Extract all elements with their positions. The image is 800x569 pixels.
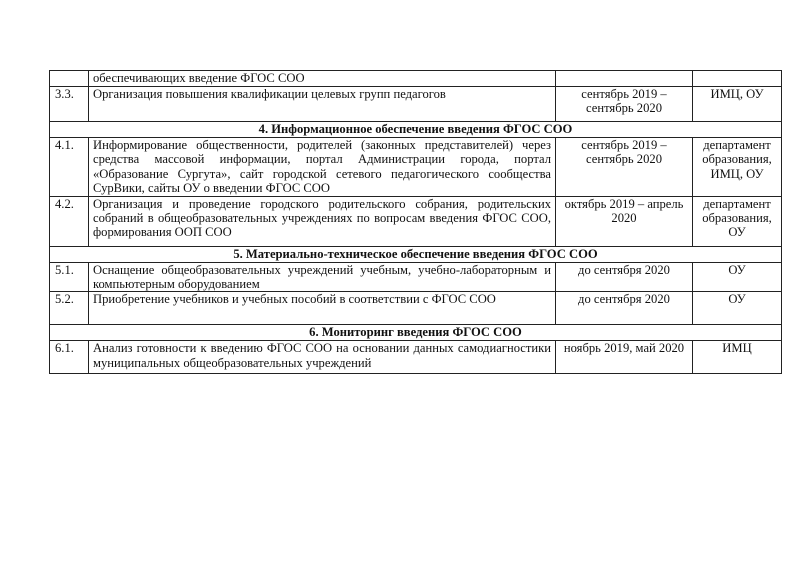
item-number: 4.2. [50, 196, 89, 246]
table-row [50, 71, 782, 87]
item-responsible: ИМЦ [693, 341, 782, 374]
item-number [50, 71, 89, 87]
item-number: 6.1. [50, 341, 89, 374]
item-responsible: департамент образования, ОУ [693, 196, 782, 246]
item-description: Информирование общественности, родителей (законных представителей) через средства массовой информации, портал Администрации города, портал «Образование Сургута», сайт городской сетевого педагогического сообщества СурВики, сайты ОУ о введении ФГОС СОО [89, 138, 556, 197]
item-deadline: сентябрь 2019 – сентябрь 2020 [556, 138, 693, 197]
section-header-row [50, 246, 782, 262]
item-description: Оснащение общеобразовательных учреждений учебным, учебно-лабораторным и компьютерным оборудованием [89, 262, 556, 292]
item-description: обеспечивающих введение ФГОС СОО [89, 71, 556, 87]
item-number: 5.2. [50, 292, 89, 325]
item-responsible [693, 71, 782, 87]
item-number: 4.1. [50, 138, 89, 197]
plan-table [49, 70, 782, 374]
table-row [50, 138, 782, 197]
section-title: 5. Материально-техническое обеспечение введения ФГОС СОО [50, 246, 782, 262]
item-description: Организация и проведение городского родительского собрания, родительских собраний в общеобразовательных учреждениях по вопросам введения ФГОС СОО, формирования ООП СОО [89, 196, 556, 246]
section-title: 4. Информационное обеспечение введения ФГОС СОО [50, 122, 782, 138]
item-responsible: департамент образования, ИМЦ, ОУ [693, 138, 782, 197]
item-deadline: до сентября 2020 [556, 262, 693, 292]
table-row [50, 262, 782, 292]
item-deadline [556, 71, 693, 87]
item-number: 5.1. [50, 262, 89, 292]
table-row [50, 87, 782, 122]
table-row [50, 341, 782, 374]
item-responsible: ОУ [693, 292, 782, 325]
item-responsible: ОУ [693, 262, 782, 292]
section-title: 6. Мониторинг введения ФГОС СОО [50, 325, 782, 341]
item-description: Приобретение учебников и учебных пособий в соответствии с ФГОС СОО [89, 292, 556, 325]
item-deadline: октябрь 2019 – апрель 2020 [556, 196, 693, 246]
table-row [50, 196, 782, 246]
section-header-row [50, 325, 782, 341]
plan-table-body [50, 71, 782, 374]
item-description: Анализ готовности к введению ФГОС СОО на основании данных самодиагностики муниципальных общеобразовательных учреждений [89, 341, 556, 374]
table-row [50, 292, 782, 325]
item-description: Организация повышения квалификации целевых групп педагогов [89, 87, 556, 122]
section-header-row [50, 122, 782, 138]
item-deadline: сентябрь 2019 – сентябрь 2020 [556, 87, 693, 122]
item-deadline: до сентября 2020 [556, 292, 693, 325]
item-responsible: ИМЦ, ОУ [693, 87, 782, 122]
item-number: 3.3. [50, 87, 89, 122]
item-deadline: ноябрь 2019, май 2020 [556, 341, 693, 374]
